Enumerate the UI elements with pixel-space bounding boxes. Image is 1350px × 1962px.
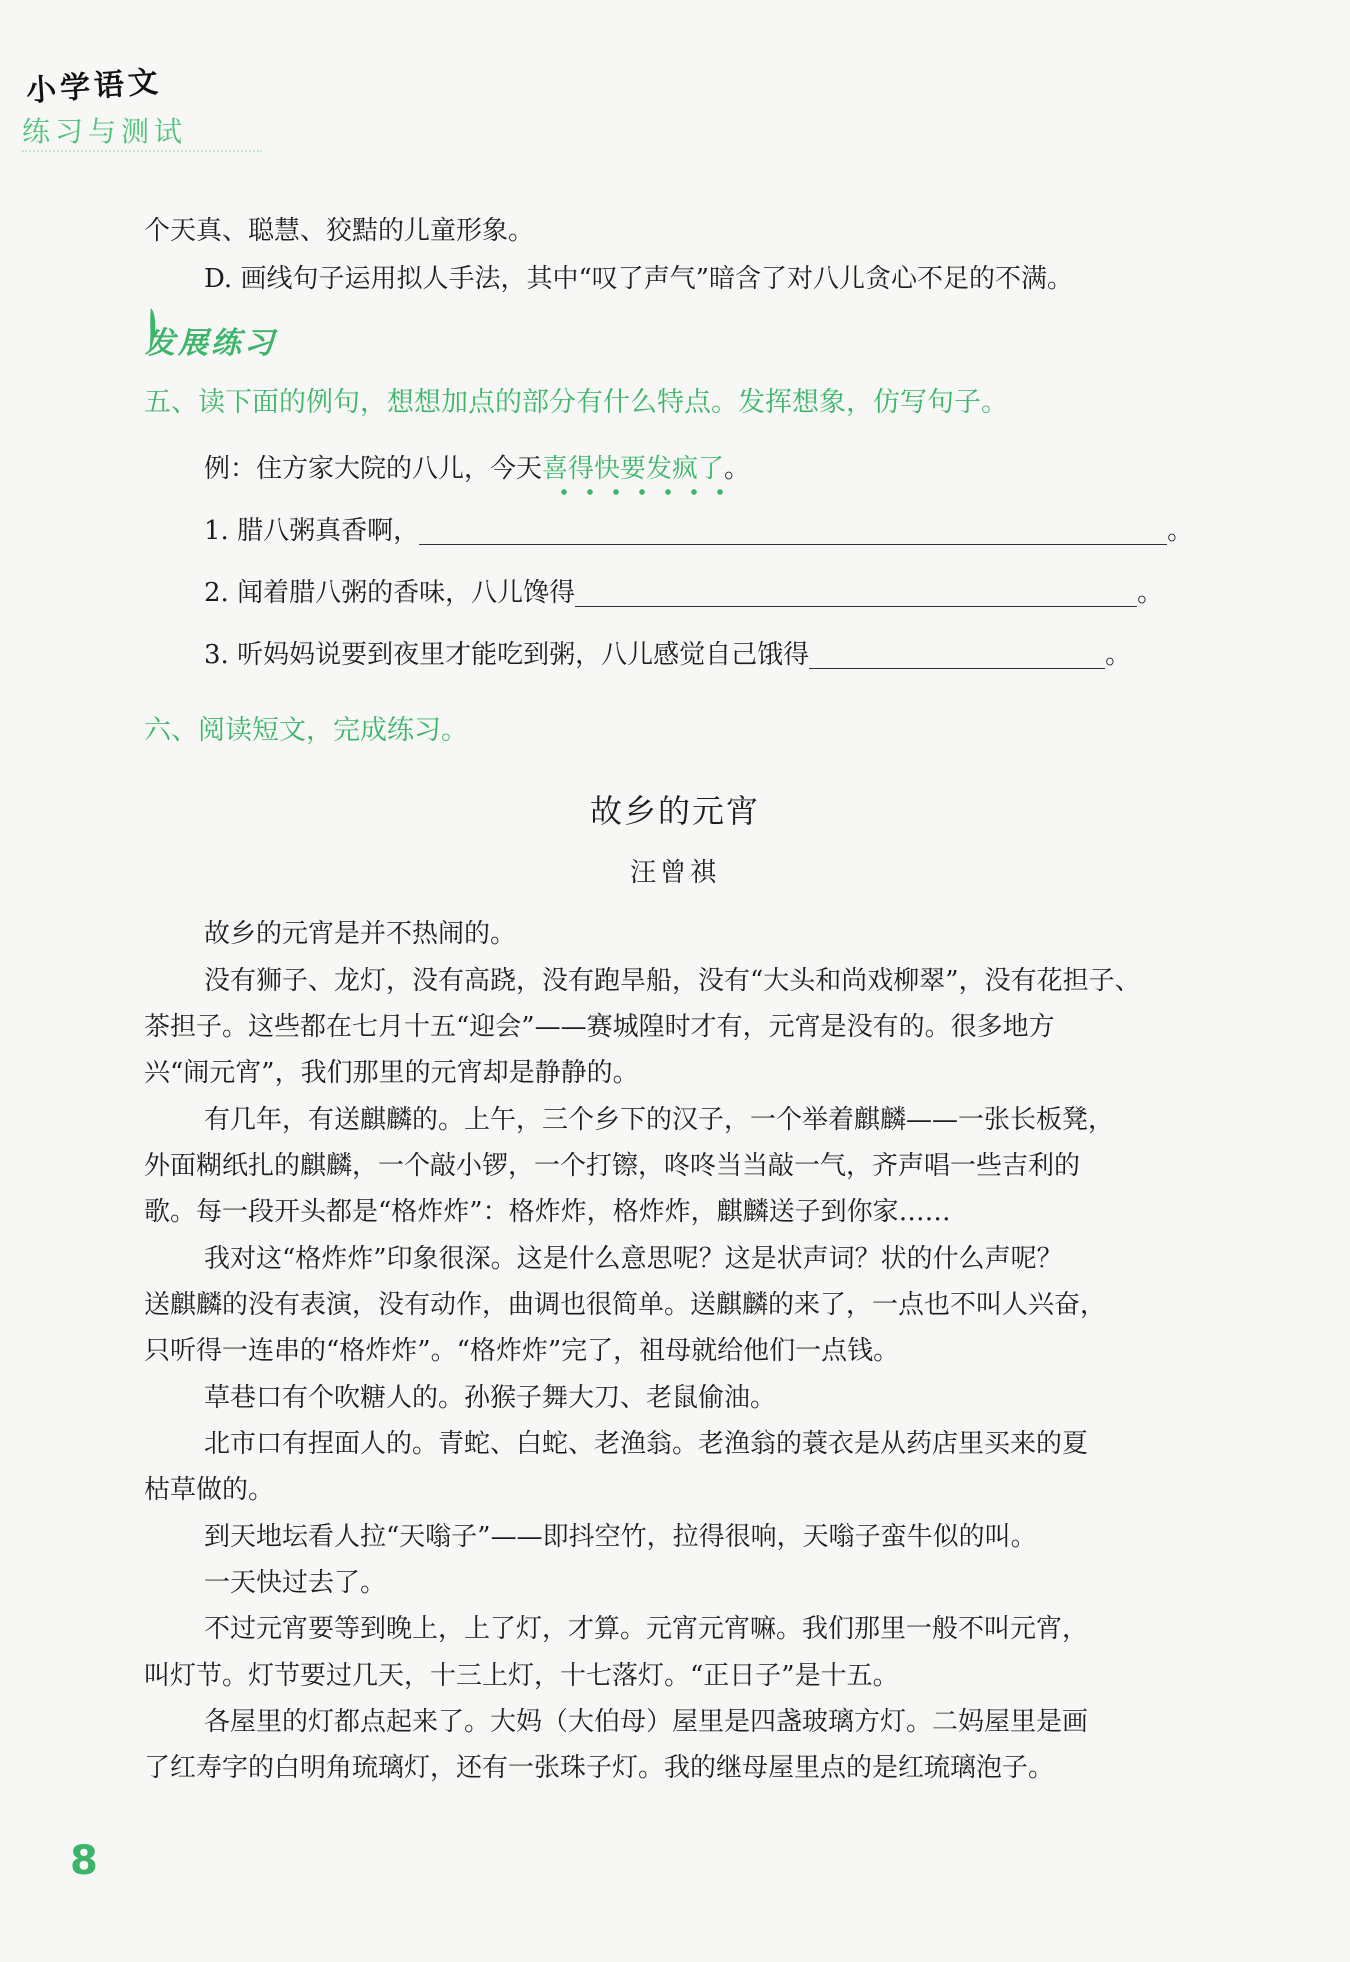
question-2-end: 。 xyxy=(1137,578,1164,608)
prev-answer-line: 个天真、聪慧、狡黠的儿童形象。 xyxy=(144,216,535,246)
brand-subtitle: 练习与测试 xyxy=(22,115,188,148)
article-line: 歌。每一段开头都是“格炸炸”：格炸炸，格炸炸，麒麟送子到你家…… xyxy=(144,1197,951,1227)
article-line: 叫灯节。灯节要过几天，十三上灯，十七落灯。“正日子”是十五。 xyxy=(144,1661,899,1691)
question-1-text: 1. 腊八粥真香啊， xyxy=(204,516,420,546)
article-line: 送麒麟的没有表演，没有动作，曲调也很简单。送麒麟的来了，一点也不叫人兴奋， xyxy=(144,1290,1107,1320)
article-author: 汪曾祺 xyxy=(629,858,720,888)
article-line: 枯草做的。 xyxy=(144,1475,275,1505)
article-line: 没有狮子、龙灯，没有高跷，没有跑旱船，没有“大头和尚戏柳翠”，没有花担子、 xyxy=(204,966,1141,996)
brand-title: 小学语文 xyxy=(25,64,164,109)
question-3-end: 。 xyxy=(1105,640,1132,670)
development-heading: 发展练习 xyxy=(145,326,277,361)
article-line: 只听得一连串的“格炸炸”。“格炸炸”完了，祖母就给他们一点钱。 xyxy=(144,1336,900,1366)
question-2 xyxy=(204,570,1264,616)
article-line: 有几年，有送麒麟的。上午，三个乡下的汉子，一个举着麒麟——一张长板凳， xyxy=(204,1105,1115,1135)
article-line: 了红寿字的白明角琉璃灯，还有一张珠子灯。我的继母屋里点的是红琉璃泡子。 xyxy=(144,1753,1055,1783)
article-line: 不过元宵要等到晚上，上了灯，才算。元宵元宵嘛。我们那里一般不叫元宵， xyxy=(204,1614,1089,1644)
article-line: 草巷口有个吹糖人的。孙猴子舞大刀、老鼠偷油。 xyxy=(204,1383,777,1413)
header-divider xyxy=(22,150,262,152)
answer-blank-2[interactable] xyxy=(575,576,1137,607)
example-suffix: 。 xyxy=(724,454,751,484)
article-line: 北市口有捏面人的。青蛇、白蛇、老渔翁。老渔翁的蓑衣是从药店里买来的夏 xyxy=(204,1429,1089,1459)
section6-title: 六、阅读短文，完成练习。 xyxy=(144,715,468,746)
page-number: 8 xyxy=(70,1838,98,1884)
article-line: 兴“闹元宵”，我们那里的元宵却是静静的。 xyxy=(144,1058,639,1088)
article-line: 我对这“格炸炸”印象很深。这是什么意思呢？这是状声词？状的什么声呢？ xyxy=(204,1244,1063,1274)
section5-title: 五、读下面的例句，想想加点的部分有什么特点。发挥想象，仿写句子。 xyxy=(144,387,1008,418)
example-emphasis: 喜得快要发疯了 xyxy=(542,454,724,496)
article-line: 一天快过去了。 xyxy=(204,1568,387,1598)
question-2-text: 2. 闻着腊八粥的香味，八儿馋得 xyxy=(204,578,576,608)
question-3 xyxy=(204,632,1264,678)
article-line: 故乡的元宵是并不热闹的。 xyxy=(204,919,517,949)
article-line: 到天地坛看人拉“天嗡子”——即抖空竹，拉得很响，天嗡子蛮牛似的叫。 xyxy=(204,1522,1037,1552)
question-1 xyxy=(204,508,1264,554)
option-d: D. 画线句子运用拟人手法，其中“叹了声气”暗含了对八儿贪心不足的不满。 xyxy=(204,264,1074,294)
answer-blank-3[interactable] xyxy=(809,638,1105,669)
answer-blank-1[interactable] xyxy=(419,514,1167,545)
question-1-end: 。 xyxy=(1167,516,1194,546)
article-line: 茶担子。这些都在七月十五“迎会”——赛城隍时才有，元宵是没有的。很多地方 xyxy=(144,1012,1055,1042)
article-title: 故乡的元宵 xyxy=(589,792,760,830)
example-prefix: 例：住方家大院的八儿，今天 xyxy=(204,454,543,484)
article-line: 各屋里的灯都点起来了。大妈（大伯母）屋里是四盏玻璃方灯。二妈屋里是画 xyxy=(204,1707,1089,1737)
article-line: 外面糊纸扎的麒麟，一个敲小锣，一个打镲，咚咚当当敲一气，齐声唱一些吉利的 xyxy=(144,1151,1081,1181)
question-3-text: 3. 听妈妈说要到夜里才能吃到粥，八儿感觉自己饿得 xyxy=(204,640,810,670)
example-sentence xyxy=(204,446,1264,492)
